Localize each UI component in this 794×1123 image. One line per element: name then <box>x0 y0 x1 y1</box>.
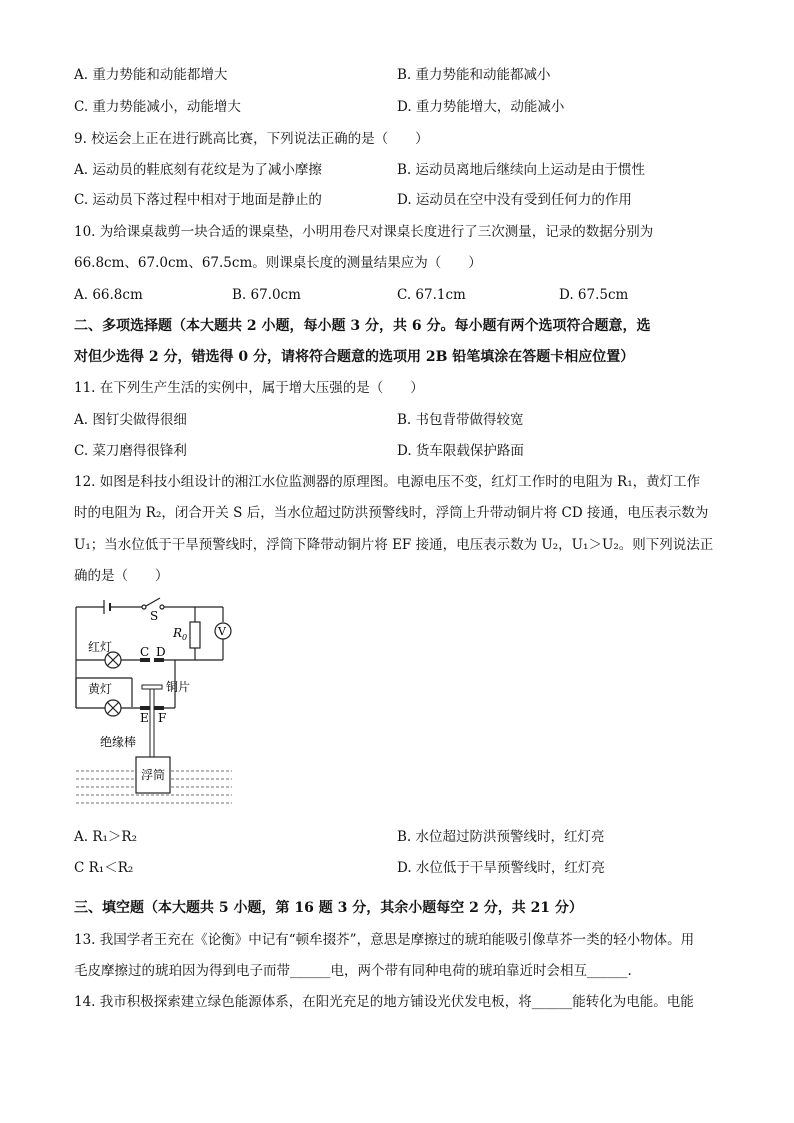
q10-option-c: C. 67.1cm <box>397 287 466 303</box>
q11-option-c: C. 菜刀磨得很锋利 <box>74 443 187 459</box>
voltmeter-label: V <box>218 625 226 638</box>
c-label: C <box>140 645 150 659</box>
float-label: 浮筒 <box>141 768 166 782</box>
q12-option-d: D. 水位低于干旱预警线时，红灯亮 <box>397 860 605 876</box>
q8-option-a: A. 重力势能和动能都增大 <box>74 67 228 83</box>
q10-option-a: A. 66.8cm <box>74 287 143 303</box>
copper-sheet <box>142 685 162 689</box>
rod-label: 绝缘棒 <box>100 735 137 749</box>
q10-stem-line1: 10. 为给课桌裁剪一块合适的课桌垫，小明用卷尺对课桌长度进行了三次测量，记录的数据分别为 <box>74 224 654 240</box>
section2-heading-line2: 对但少选得 2 分，错选得 0 分，请将符合题意的选项用 2B 铅笔填涂在答题卡相应位置） <box>74 349 635 365</box>
contact-e <box>140 706 150 710</box>
q9-option-c: C. 运动员下落过程中相对于地面是静止的 <box>74 192 322 208</box>
q12-option-c: C R₁＜R₂ <box>74 860 134 876</box>
q12-option-b: B. 水位超过防洪预警线时，红灯亮 <box>397 829 605 845</box>
insulating-rod <box>150 689 154 757</box>
q9-stem: 9. 校运会上正在进行跳高比赛，下列说法正确的是（ ） <box>74 131 429 147</box>
q9-option-d: D. 运动员在空中没有受到任何力的作用 <box>397 192 632 208</box>
q8-option-c: C. 重力势能减小，动能增大 <box>74 99 241 115</box>
circuit-diagram <box>70 595 240 820</box>
q13-line1: 13. 我国学者王充在《论衡》中记有“顿牟掇芥”，意思是摩擦过的琥珀能吸引像草芥一类的轻小物体。用 <box>74 932 695 948</box>
q12-stem-line4: 确的是（ ） <box>74 568 169 584</box>
r0-label: $R_0$ <box>173 626 188 642</box>
red-lamp-label: 红灯 <box>88 640 113 654</box>
q13-line2: 毛皮摩擦过的琥珀因为得到电子而带______电，两个带有同种电荷的琥珀靠近时会相互______. <box>74 963 632 979</box>
q12-stem-line3: U₁；当水位低于干旱预警线时，浮筒下降带动铜片将 EF 接通，电压表示数为 U₂，U₁＞U₂。则下列说法正 <box>74 537 714 553</box>
q12-option-a: A. R₁＞R₂ <box>74 829 137 845</box>
q9-option-a: A. 运动员的鞋底刻有花纹是为了减小摩擦 <box>74 162 322 178</box>
switch-label: S <box>150 609 159 623</box>
q10-option-b: B. 67.0cm <box>232 287 301 303</box>
section2-heading-line1: 二、多项选择题（本大题共 2 小题，每小题 3 分，共 6 分。每小题有两个选项符合题意，选 <box>74 318 651 334</box>
q11-stem: 11. 在下列生产生活的实例中，属于增大压强的是（ ） <box>74 380 424 396</box>
r0-resistor <box>190 622 200 648</box>
q12-stem-line2: 时的电阻为 R₂，闭合开关 S 后，当水位超过防洪预警线时，浮筒上升带动铜片将 CD 接通，电压表示数为 <box>74 505 709 521</box>
q9-option-b: B. 运动员离地后继续向上运动是由于惯性 <box>397 162 646 178</box>
f-label: F <box>158 711 167 725</box>
q11-option-b: B. 书包背带做得较宽 <box>397 412 524 428</box>
q14-line1: 14. 我市积极探索建立绿色能源体系，在阳光充足的地方铺设光伏发电板，将______能转化为电能。电能 <box>74 994 694 1010</box>
copper-label: 铜片 <box>166 680 191 694</box>
q8-option-d: D. 重力势能增大，动能减小 <box>397 99 565 115</box>
q10-stem-line2: 66.8cm、67.0cm、67.5cm。则课桌长度的测量结果应为（ ） <box>74 255 482 271</box>
section3-heading: 三、填空题（本大题共 5 小题，第 16 题 3 分，其余小题每空 2 分，共 21 分） <box>74 900 583 916</box>
q10-option-d: D. 67.5cm <box>559 287 629 303</box>
q12-stem-line1: 12. 如图是科技小组设计的湘江水位监测器的原理图。电源电压不变，红灯工作时的电阻为 R₁，黄灯工作 <box>74 474 701 490</box>
yellow-lamp-label: 黄灯 <box>88 682 113 696</box>
switch-blade <box>146 598 160 606</box>
q11-option-d: D. 货车限载保护路面 <box>397 443 524 459</box>
q8-option-b: B. 重力势能和动能都减小 <box>397 67 551 83</box>
e-label: E <box>140 711 149 725</box>
contact-f <box>154 706 164 710</box>
q11-option-a: A. 图钉尖做得很细 <box>74 412 187 428</box>
d-label: D <box>156 645 166 659</box>
